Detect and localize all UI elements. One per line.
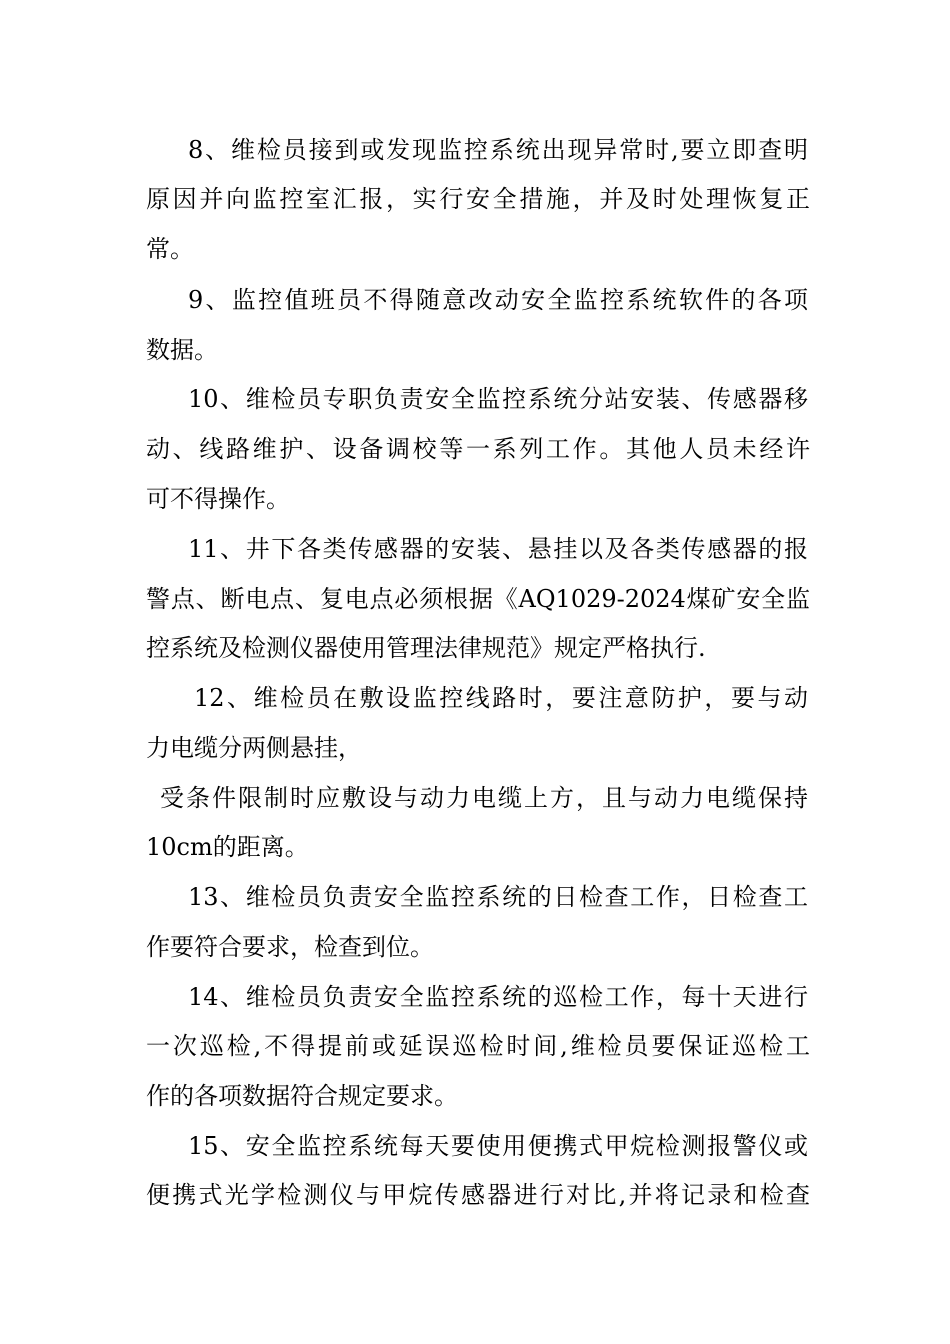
text-line: 13、维检员负责安全监控系统的日检查工作，日检查工 <box>188 883 808 911</box>
text-line: 12、维检员在敷设监控线路时，要注意防护，要与动 <box>194 684 808 712</box>
text-line: 一次巡检,不得提前或延误巡检时间,维检员要保证巡检工 <box>146 1032 810 1060</box>
text-line: 可不得操作。 <box>146 485 290 513</box>
text-line: 常。 <box>146 235 194 263</box>
text-line: 原因并向监控室汇报，实行安全措施，并及时处理恢复正 <box>146 185 810 213</box>
text-line: 作的各项数据符合规定要求。 <box>146 1082 458 1110</box>
text-line: 便携式光学检测仪与甲烷传感器进行对比,并将记录和检查 <box>146 1181 810 1209</box>
text-line: 动、线路维护、设备调校等一系列工作。其他人员未经许 <box>146 435 810 463</box>
text-line: 11、井下各类传感器的安装、悬挂以及各类传感器的报 <box>188 535 808 563</box>
text-line: 受条件限制时应敷设与动力电缆上方，且与动力电缆保持 <box>160 784 808 812</box>
text-line: 警点、断电点、复电点必须根据《AQ1029-2024煤矿安全监 <box>146 585 810 613</box>
text-line: 数据。 <box>146 336 218 364</box>
text-line: 力电缆分两侧悬挂， <box>146 734 362 762</box>
text-line: 9、监控值班员不得随意改动安全监控系统软件的各项 <box>188 286 808 314</box>
text-line: 8、维检员接到或发现监控系统出现异常时,要立即查明 <box>188 136 808 164</box>
text-line: 作要符合要求，检查到位。 <box>146 933 434 961</box>
text-line: 10、维检员专职负责安全监控系统分站安装、传感器移 <box>188 385 808 413</box>
text-line: 14、维检员负责安全监控系统的巡检工作，每十天进行 <box>188 983 808 1011</box>
text-line: 15、安全监控系统每天要使用便携式甲烷检测报警仪或 <box>188 1132 808 1160</box>
text-line: 控系统及检测仪器使用管理法律规范》规定严格执行. <box>146 634 706 662</box>
text-line: 10cm的距离。 <box>146 833 309 861</box>
